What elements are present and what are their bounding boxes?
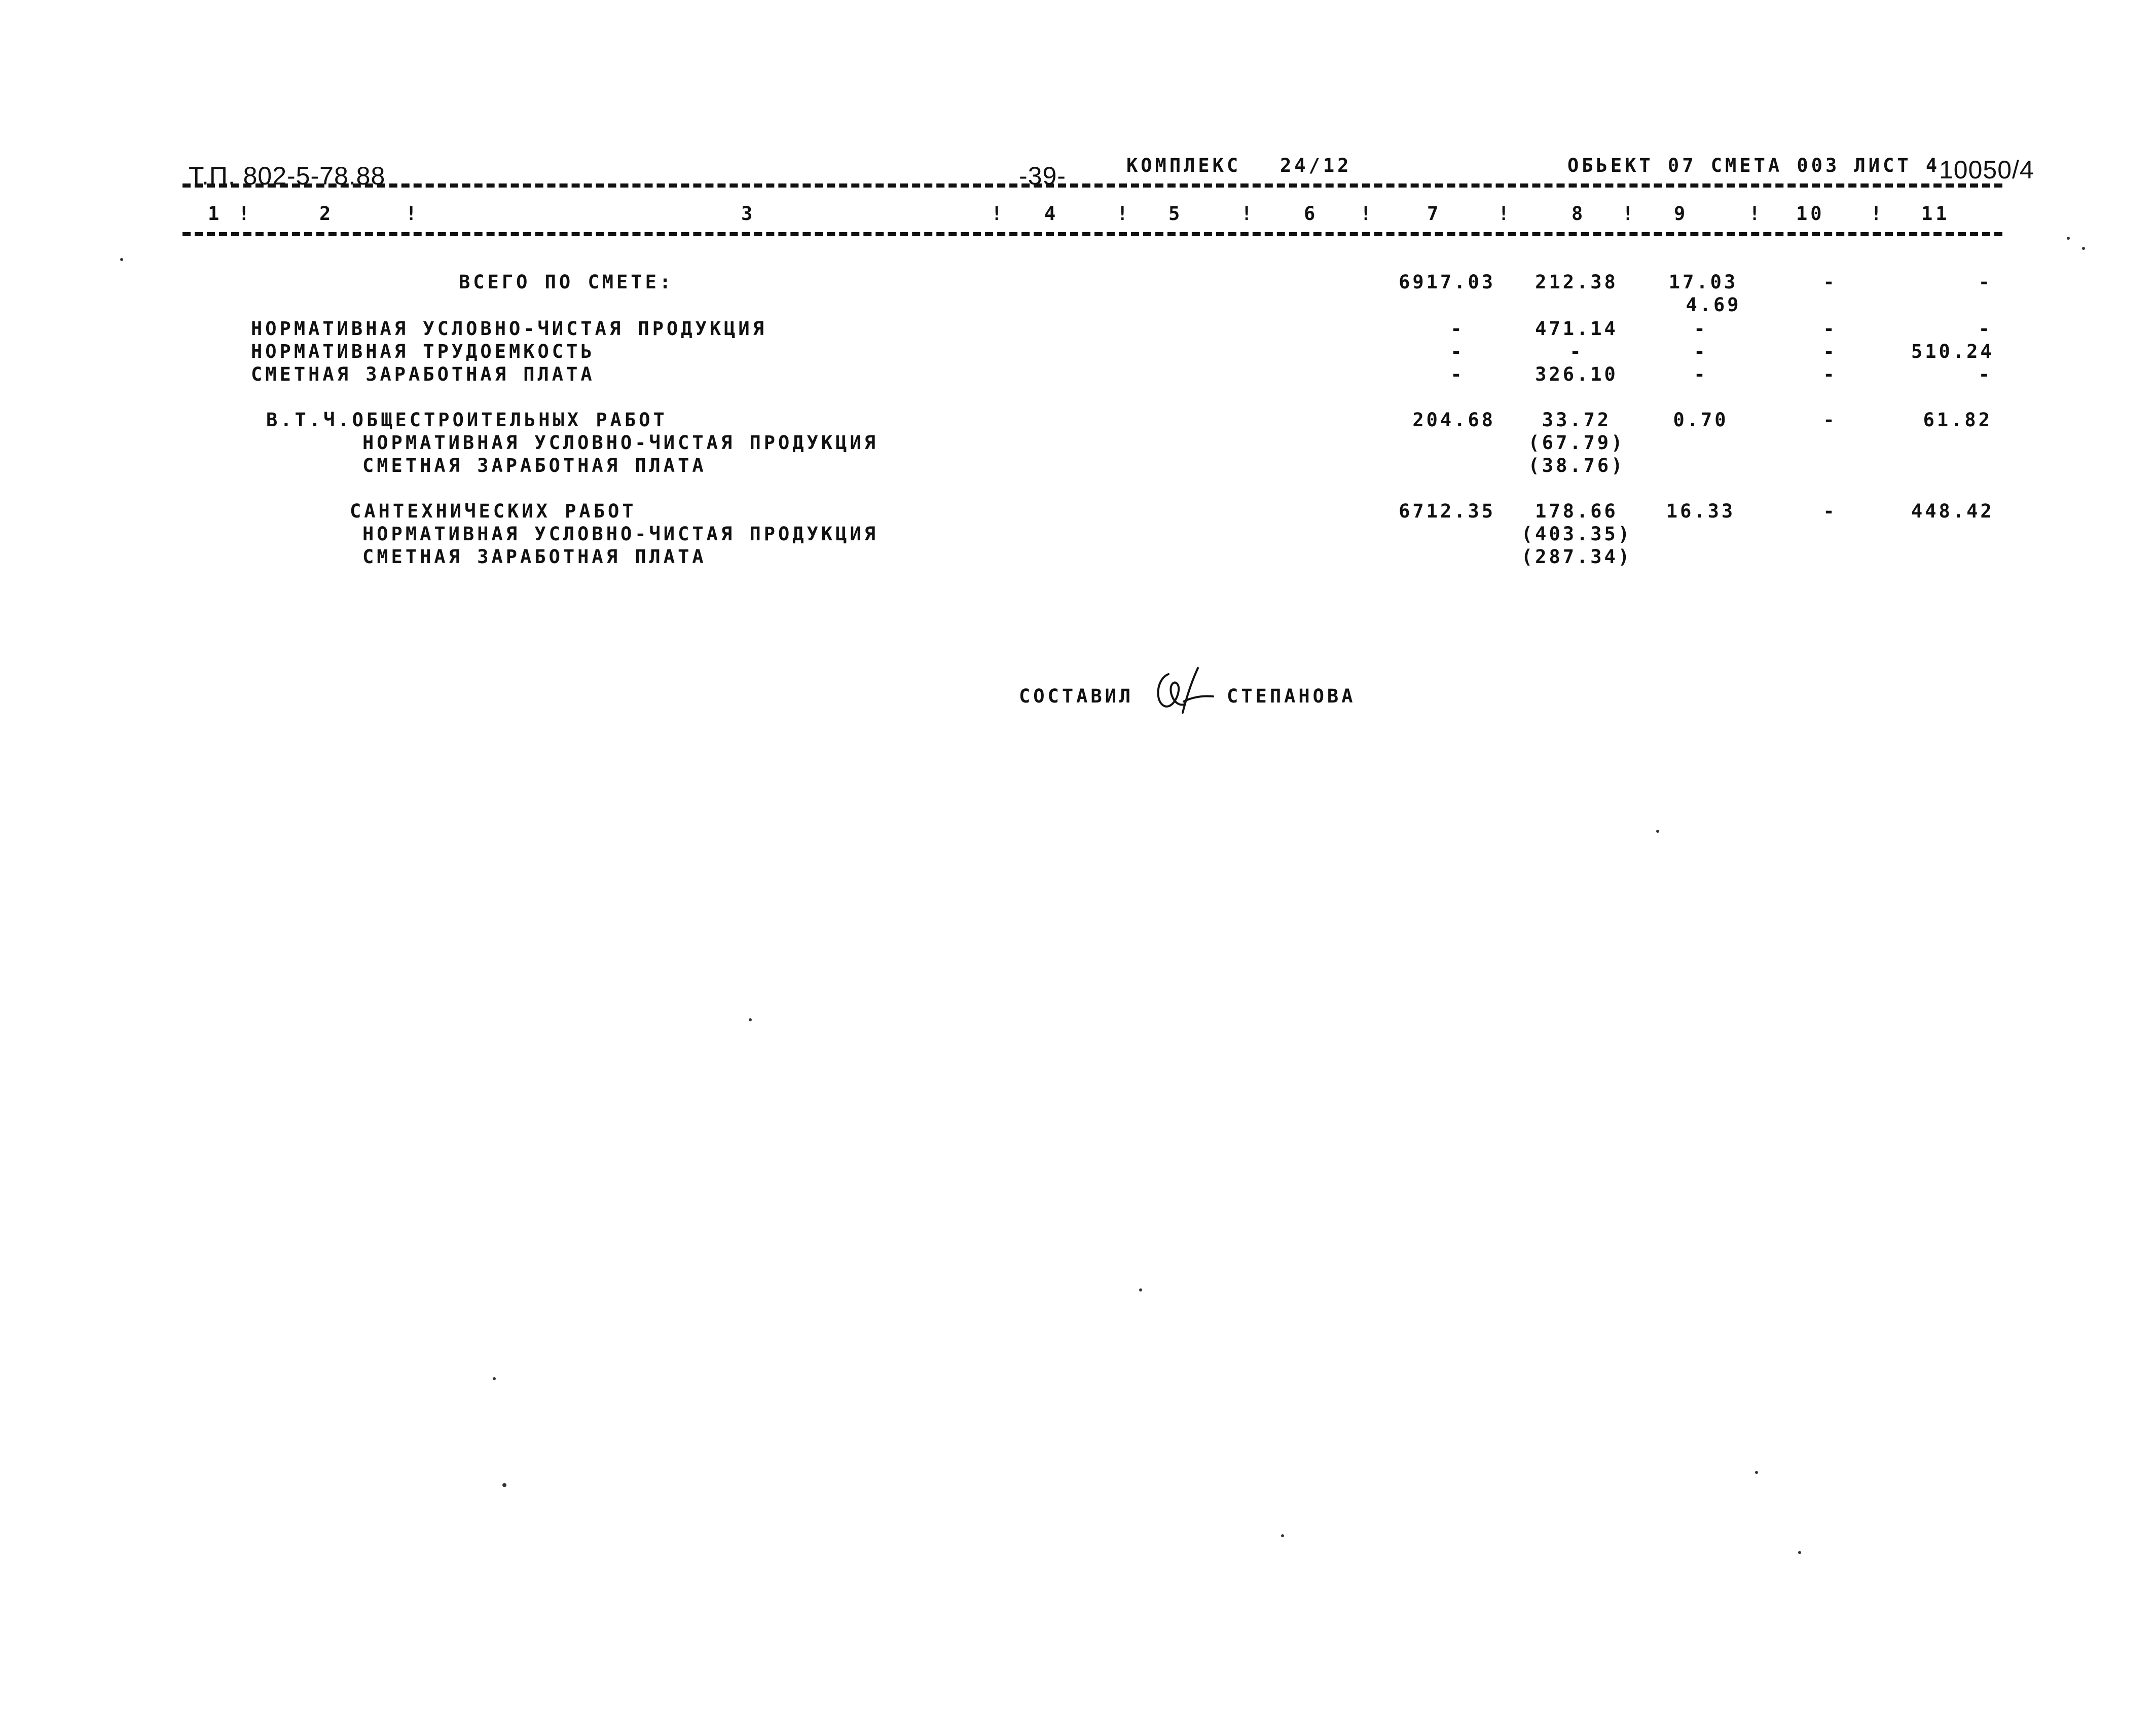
column-number-1: 1 — [208, 203, 223, 225]
sanitary-works-col10: - — [1823, 500, 1837, 522]
column-separator: ! — [238, 203, 253, 225]
column-separator: ! — [1498, 203, 1513, 225]
general-works-col7: 204.68 — [1412, 409, 1495, 431]
row-col9: - — [1694, 363, 1708, 385]
column-number-2: 2 — [319, 203, 334, 225]
general-works-col8: 33.72 — [1542, 409, 1612, 431]
column-separator: ! — [1622, 203, 1637, 225]
totals-col11: - — [1978, 271, 1992, 293]
row-col9: - — [1694, 341, 1708, 362]
sanitary-works-sub-label: СМЕТНАЯ ЗАРАБОТНАЯ ПЛАТА — [362, 546, 707, 568]
general-works-sub-label: СМЕТНАЯ ЗАРАБОТНАЯ ПЛАТА — [362, 455, 707, 476]
sanitary-works-col7: 6712.35 — [1399, 500, 1495, 522]
row-col10: - — [1823, 318, 1837, 340]
complex-value: 24/12 — [1280, 155, 1352, 176]
column-number-8: 8 — [1572, 203, 1586, 225]
object-info: ОБЬЕКТ 07 СМЕТА 003 ЛИСТ 4 — [1567, 155, 1941, 176]
column-separator: ! — [1360, 203, 1375, 225]
totals-col9: 17.03 — [1668, 271, 1738, 293]
general-works-col9: 0.70 — [1673, 409, 1729, 431]
column-separator: ! — [1241, 203, 1256, 225]
sanitary-works-col8: 178.66 — [1535, 500, 1618, 522]
totals-col9-sub: 4.69 — [1686, 294, 1741, 316]
column-separator: ! — [406, 203, 420, 225]
row-label: НОРМАТИВНАЯ УСЛОВНО-ЧИСТАЯ ПРОДУКЦИЯ — [251, 318, 767, 340]
general-works-sub-label: НОРМАТИВНАЯ УСЛОВНО-ЧИСТАЯ ПРОДУКЦИЯ — [362, 432, 879, 454]
totals-col7: 6917.03 — [1399, 271, 1495, 293]
column-number-5: 5 — [1168, 203, 1183, 225]
general-works-sub-value: (67.79) — [1528, 432, 1625, 454]
row-col7: - — [1450, 318, 1465, 340]
row-col8: 326.10 — [1535, 363, 1618, 385]
row-col11: - — [1978, 318, 1992, 340]
row-col10: - — [1823, 341, 1837, 362]
row-col7: - — [1450, 363, 1465, 385]
sanitary-works-sub-label: НОРМАТИВНАЯ УСЛОВНО-ЧИСТАЯ ПРОДУКЦИЯ — [362, 523, 879, 545]
compiled-by-name: СТЕПАНОВА — [1227, 685, 1356, 707]
general-works-sub-value: (38.76) — [1528, 455, 1625, 476]
totals-title: ВСЕГО ПО СМЕТЕ: — [459, 271, 674, 293]
row-col8: - — [1569, 341, 1584, 362]
column-separator: ! — [991, 203, 1006, 225]
sanitary-works-label: САНТЕХНИЧЕСКИХ РАБОТ — [350, 500, 637, 522]
column-separator: ! — [1871, 203, 1885, 225]
column-number-3: 3 — [741, 203, 756, 225]
column-number-7: 7 — [1427, 203, 1442, 225]
row-label: СМЕТНАЯ ЗАРАБОТНАЯ ПЛАТА — [251, 363, 595, 385]
complex-label: КОМПЛЕКС — [1126, 155, 1241, 176]
column-number-9: 9 — [1674, 203, 1689, 225]
document-number: 10050/4 — [1939, 156, 2034, 184]
row-col10: - — [1823, 363, 1837, 385]
general-works-label: В.Т.Ч.ОБЩЕСТРОИТЕЛЬНЫХ РАБОТ — [266, 409, 668, 431]
general-works-col11: 61.82 — [1923, 409, 1992, 431]
totals-col10: - — [1823, 271, 1837, 293]
page-number: -39- — [1019, 162, 1066, 190]
general-works-col10: - — [1823, 409, 1837, 431]
column-number-6: 6 — [1304, 203, 1319, 225]
row-col11: - — [1978, 363, 1992, 385]
row-col8: 471.14 — [1535, 318, 1618, 340]
sanitary-works-col9: 16.33 — [1666, 500, 1736, 522]
project-code: Т.П. 802-5-78.88 — [189, 162, 386, 190]
column-number-11: 11 — [1921, 203, 1950, 225]
row-col9: - — [1694, 318, 1708, 340]
row-col11: 510.24 — [1911, 341, 1994, 362]
column-separator: ! — [1117, 203, 1131, 225]
row-col7: - — [1450, 341, 1465, 362]
totals-col8: 212.38 — [1535, 271, 1618, 293]
compiled-by-label: СОСТАВИЛ — [1019, 685, 1134, 707]
sanitary-works-sub-value: (403.35) — [1521, 523, 1632, 545]
column-number-10: 10 — [1796, 203, 1825, 225]
sanitary-works-sub-value: (287.34) — [1521, 546, 1632, 568]
sanitary-works-col11: 448.42 — [1911, 500, 1994, 522]
column-separator: ! — [1749, 203, 1764, 225]
column-number-4: 4 — [1044, 203, 1059, 225]
row-label: НОРМАТИВНАЯ ТРУДОЕМКОСТЬ — [251, 341, 595, 362]
